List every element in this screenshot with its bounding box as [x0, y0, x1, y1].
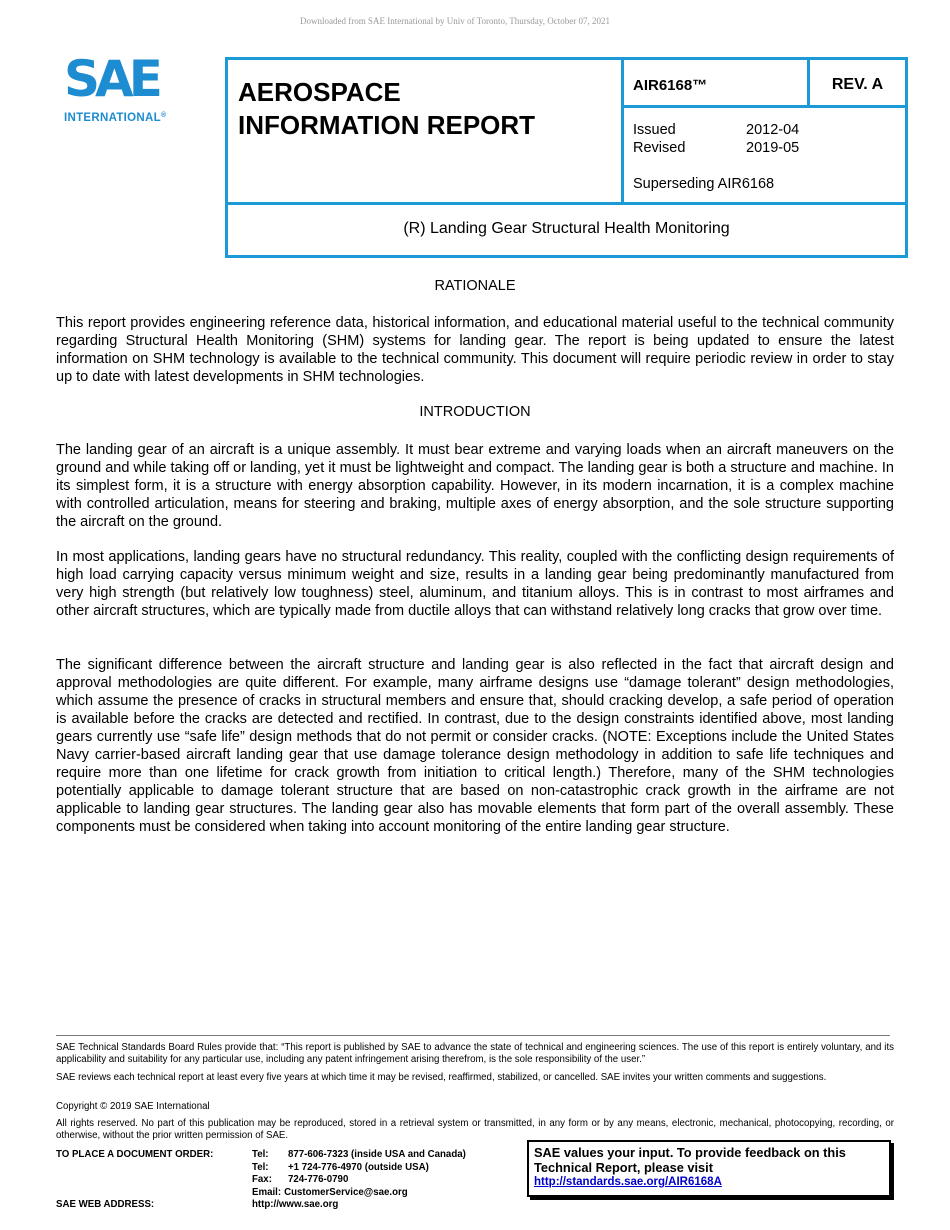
sae-logo	[64, 50, 194, 134]
superseding-note: Superseding AIR6168	[633, 176, 775, 192]
contact-row-tel-domestic	[252, 1149, 466, 1160]
intro-paragraph-3: The significant difference between the aircraft structure and landing gear is also reflected in the fact that aircraft design and approval methodologies are quite different. For example, many airframe designs use “damage tolerant” design methodologies, which assume the presence of cracks in structural members and ensure that, should cracking develop, a safe period of operation is available before the cracks are detected and rectified. In contrast, due to the design constraints identified above, most landing gears currently use “safe life” design methods that do not permit or consider cracks. (NOTE: Exceptions include the United States Navy carrier-based aircraft landing gear that use damage tolerance design methodology in addition to safe life techniques and require more than one lifetime for crack growth from initiation to critical length.) Therefore, many of the SHM technologies potentially applicable to damage tolerant structure that are based on non-catastrophic crack growth in the airframe are not applicable to landing gear structures. The landing gear also has movable elements that form part of the overall assembly. These components must be considered when taking into account monitoring of the entire landing gear structure.	[56, 657, 894, 835]
feedback-text: SAE values your input. To provide feedback on this Technical Report, please visit	[534, 1145, 846, 1175]
logo-subtitle-text: INTERNATIONAL	[64, 112, 161, 124]
contact-value: 877-606-7323 (inside USA and Canada)	[288, 1149, 466, 1160]
contact-label: Tel:	[252, 1149, 269, 1160]
logo-brand: SAE	[64, 50, 158, 108]
issued-date: 2012-04	[746, 122, 800, 138]
contact-row-fax	[252, 1174, 348, 1185]
download-notice: Downloaded from SAE International by Univ of Toronto, Thursday, October 07, 2021	[300, 16, 610, 26]
review-notice: SAE reviews each technical report at least every five years at which time it may be revised, reaffirmed, stabilized, or cancelled. SAE invites your written comments and suggestions.	[56, 1072, 827, 1083]
revised-label: Revised	[633, 140, 686, 156]
footer-divider	[56, 1035, 890, 1036]
contact-value: +1 724-776-4970 (outside USA)	[288, 1162, 429, 1173]
rationale-heading: RATIONALE	[434, 278, 516, 294]
web-address-link[interactable]: http://www.sae.org	[252, 1199, 339, 1210]
web-address-label: SAE WEB ADDRESS:	[56, 1199, 155, 1210]
document-number: AIR6168™	[633, 77, 708, 94]
intro-paragraph-2: In most applications, landing gears have no structural redundancy. This reality, coupled with the conflicting design requirements of high load carrying capacity versus minimum weight and size, results in a landing gear being predominantly manufactured from very high strength (but relatively low toughness) steel, aluminum, and titanium alloys. This is in contrast to most airframes and other aircraft structures, which are typically made from ductile alloys that can withstand relatively long cracks that grow over time.	[56, 549, 894, 619]
contact-label: Fax:	[252, 1174, 272, 1185]
logo-subtitle	[64, 112, 194, 124]
board-rules-notice: SAE Technical Standards Board Rules provide that: “This report is published by SAE to advance the state of technical and engineering sciences. The use of this report is entirely voluntary, and its applicability and suitability for any particular use, including any patent infringement arising therefrom, is the sole responsibility of the user.”	[56, 1042, 894, 1065]
order-label: TO PLACE A DOCUMENT ORDER:	[56, 1149, 214, 1160]
document-subject: (R) Landing Gear Structural Health Monitoring	[403, 220, 730, 237]
copyright-notice: Copyright © 2019 SAE International	[56, 1101, 210, 1112]
revision-label: REV. A	[831, 76, 884, 93]
rights-notice: All rights reserved. No part of this publication may be reproduced, stored in a retrieval system or transmitted, in any form or by any means, electronic, mechanical, photocopying, recording, or otherwise, without the prior written permission of SAE.	[56, 1118, 894, 1141]
registered-mark: ®	[160, 112, 167, 119]
introduction-heading: INTRODUCTION	[419, 404, 531, 420]
revised-date: 2019-05	[746, 140, 800, 156]
issued-label: Issued	[633, 122, 676, 138]
intro-paragraph-1: The landing gear of an aircraft is a unique assembly. It must bear extreme and varying loads when an aircraft maneuvers on the ground and while taking off or landing, yet it must be lightweight and compact. The landing gear is both a structure and machine. In its simplest form, it is a structure with energy absorption capability. However, in its modern incarnation, it is a complex machine with controlled articulation, means for steering and braking, multiple axes of energy absorption, and the sole structure supporting the aircraft on the ground.	[56, 442, 894, 530]
contact-value: CustomerService@sae.org	[284, 1187, 408, 1198]
feedback-link[interactable]: http://standards.sae.org/AIR6168A	[534, 1176, 722, 1188]
contact-label: Tel:	[252, 1162, 269, 1173]
report-type	[238, 76, 535, 142]
contact-value: 724-776-0790	[288, 1174, 349, 1185]
report-type-line2: INFORMATION REPORT	[238, 110, 536, 140]
contact-row-tel-intl	[252, 1162, 429, 1173]
rationale-paragraph: This report provides engineering reference data, historical information, and educational material useful to the technical community regarding Structural Health Monitoring (SHM) systems for landing gear. The report is being updated to ensure the latest information on SHM technology is available to the technical community. This document will require periodic review in order to stay up to date with latest developments in SHM technologies.	[56, 315, 894, 385]
report-type-line1: AEROSPACE	[238, 77, 401, 107]
contact-row-email	[252, 1187, 408, 1198]
contact-label: Email:	[252, 1187, 282, 1198]
